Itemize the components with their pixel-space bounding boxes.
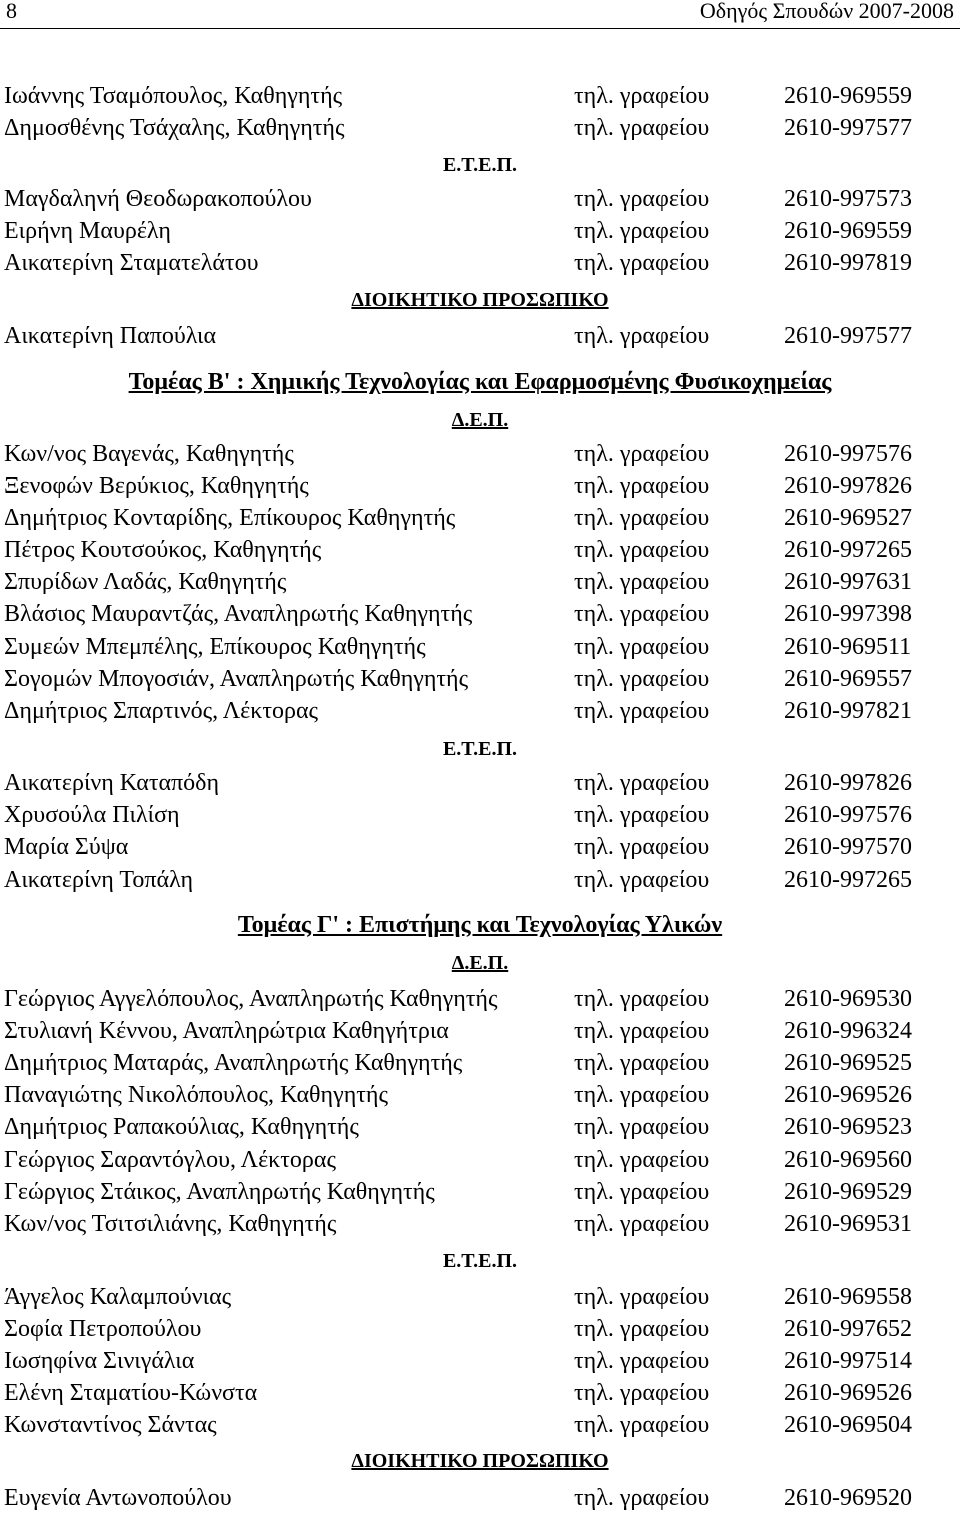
- phone-number: 2610-997577: [784, 115, 912, 141]
- phone-number: 2610-997265: [784, 867, 912, 893]
- phone-number: 2610-969557: [784, 666, 912, 692]
- staff-row: [0, 470, 960, 502]
- staff-row: [0, 799, 960, 831]
- staff-row: [0, 112, 960, 144]
- staff-name: Ξενοφών Βερύκιος, Καθηγητής: [4, 473, 309, 499]
- staff-row: [0, 864, 960, 896]
- phone-number: 2610-969523: [784, 1114, 912, 1140]
- phone-label: τηλ. γραφείου: [574, 186, 710, 212]
- staff-row: [0, 80, 960, 112]
- staff-name: Δημήτριος Σπαρτινός, Λέκτορας: [4, 698, 319, 724]
- phone-number: 2610-997819: [784, 250, 912, 276]
- staff-row: [0, 566, 960, 598]
- subsection-heading: Ε.Τ.Ε.Π.: [442, 154, 518, 176]
- staff-row: [0, 438, 960, 470]
- staff-name: Γεώργιος Σαραντόγλου, Λέκτορας: [4, 1147, 336, 1173]
- staff-name: Μαγδαληνή Θεοδωρακοπούλου: [4, 186, 312, 212]
- staff-name: Δημήτριος Ματαράς, Αναπληρωτής Καθηγητής: [4, 1050, 463, 1076]
- staff-row: [0, 1111, 960, 1143]
- staff-name: Ιωάννης Τσαμόπουλος, Καθηγητής: [4, 83, 343, 109]
- phone-label: τηλ. γραφείου: [574, 802, 710, 828]
- staff-name: Δημοσθένης Τσάχαλης, Καθηγητής: [4, 115, 345, 141]
- phone-number: 2610-997826: [784, 473, 912, 499]
- phone-label: τηλ. γραφείου: [574, 441, 710, 467]
- phone-label: τηλ. γραφείου: [574, 601, 710, 627]
- staff-row: [0, 695, 960, 727]
- staff-name: Μαρία Σύψα: [4, 834, 129, 860]
- subsection-heading: Δ.Ε.Π.: [451, 952, 509, 974]
- phone-label: τηλ. γραφείου: [574, 569, 710, 595]
- staff-row: [0, 1144, 960, 1176]
- staff-name: Γεώργιος Στάικος, Αναπληρωτής Καθηγητής: [4, 1179, 435, 1205]
- staff-row: [0, 983, 960, 1015]
- staff-name: Σοφία Πετροπούλου: [4, 1316, 202, 1342]
- phone-label: τηλ. γραφείου: [574, 323, 710, 349]
- phone-label: τηλ. γραφείου: [574, 473, 710, 499]
- phone-number: 2610-969527: [784, 505, 912, 531]
- subsection-heading: Ε.Τ.Ε.Π.: [442, 738, 518, 760]
- staff-name: Παναγιώτης Νικολόπουλος, Καθηγητής: [4, 1082, 388, 1108]
- section-heading: Τομέας Β' : Χημικής Τεχνολογίας και Εφαρμοσμένης Φυσικοχημείας: [128, 369, 832, 395]
- phone-number: 2610-969531: [784, 1211, 912, 1237]
- staff-row: [0, 1377, 960, 1409]
- phone-number: 2610-997826: [784, 770, 912, 796]
- phone-number: 2610-969525: [784, 1050, 912, 1076]
- staff-name: Κωνσταντίνος Σάντας: [4, 1412, 217, 1438]
- staff-name: Ειρήνη Μαυρέλη: [4, 218, 171, 244]
- staff-row: [0, 1079, 960, 1111]
- phone-number: 2610-997652: [784, 1316, 912, 1342]
- staff-name: Γεώργιος Αγγελόπουλος, Αναπληρωτής Καθηγητής: [4, 986, 498, 1012]
- phone-number: 2610-997821: [784, 698, 912, 724]
- staff-row: [0, 598, 960, 630]
- staff-name: Κων/νος Βαγενάς, Καθηγητής: [4, 441, 294, 467]
- staff-name: Κων/νος Τσιτσιλιάνης, Καθηγητής: [4, 1211, 337, 1237]
- phone-label: τηλ. γραφείου: [574, 986, 710, 1012]
- header-title: Οδηγός Σπουδών 2007-2008: [699, 0, 954, 23]
- phone-number: 2610-997631: [784, 569, 912, 595]
- staff-row: [0, 1281, 960, 1313]
- phone-label: τηλ. γραφείου: [574, 1050, 710, 1076]
- phone-number: 2610-997398: [784, 601, 912, 627]
- subsection-heading: Δ.Ε.Π.: [451, 409, 509, 431]
- phone-label: τηλ. γραφείου: [574, 1380, 710, 1406]
- phone-label: τηλ. γραφείου: [574, 505, 710, 531]
- subsection-heading: Ε.Τ.Ε.Π.: [442, 1250, 518, 1272]
- staff-name: Σογομών Μπογοσιάν, Αναπληρωτής Καθηγητής: [4, 666, 469, 692]
- phone-number: 2610-997514: [784, 1348, 912, 1374]
- phone-number: 2610-997573: [784, 186, 912, 212]
- phone-label: τηλ. γραφείου: [574, 1147, 710, 1173]
- phone-label: τηλ. γραφείου: [574, 1211, 710, 1237]
- phone-label: τηλ. γραφείου: [574, 698, 710, 724]
- staff-row: [0, 831, 960, 863]
- staff-name: Στυλιανή Κέννου, Αναπληρώτρια Καθηγήτρια: [4, 1018, 449, 1044]
- phone-label: τηλ. γραφείου: [574, 1348, 710, 1374]
- phone-number: 2610-969520: [784, 1485, 912, 1511]
- phone-label: τηλ. γραφείου: [574, 834, 710, 860]
- phone-number: 2610-997570: [784, 834, 912, 860]
- staff-name: Δημήτριος Κονταρίδης, Επίκουρος Καθηγητής: [4, 505, 456, 531]
- phone-label: τηλ. γραφείου: [574, 537, 710, 563]
- staff-name: Πέτρος Κουτσούκος, Καθηγητής: [4, 537, 322, 563]
- staff-row: [0, 215, 960, 247]
- phone-number: 2610-997576: [784, 441, 912, 467]
- phone-number: 2610-969558: [784, 1284, 912, 1310]
- phone-number: 2610-969526: [784, 1082, 912, 1108]
- staff-row: [0, 183, 960, 215]
- staff-row: [0, 320, 960, 352]
- phone-label: τηλ. γραφείου: [574, 770, 710, 796]
- phone-number: 2610-996324: [784, 1018, 912, 1044]
- phone-number: 2610-997265: [784, 537, 912, 563]
- phone-label: τηλ. γραφείου: [574, 1179, 710, 1205]
- staff-name: Βλάσιος Μαυραντζάς, Αναπληρωτής Καθηγητής: [4, 601, 473, 627]
- phone-label: τηλ. γραφείου: [574, 83, 710, 109]
- phone-label: τηλ. γραφείου: [574, 1485, 710, 1511]
- staff-name: Σπυρίδων Λαδάς, Καθηγητής: [4, 569, 287, 595]
- staff-name: Αικατερίνη Καταπόδη: [4, 770, 220, 796]
- staff-name: Χρυσούλα Πιλίση: [4, 802, 180, 828]
- staff-name: Άγγελος Καλαμπούνιας: [4, 1284, 232, 1310]
- staff-row: [0, 502, 960, 534]
- phone-label: τηλ. γραφείου: [574, 1114, 710, 1140]
- phone-label: τηλ. γραφείου: [574, 218, 710, 244]
- phone-number: 2610-997576: [784, 802, 912, 828]
- phone-number: 2610-969529: [784, 1179, 912, 1205]
- staff-row: [0, 1313, 960, 1345]
- subsection-heading: ΔΙΟΙΚΗΤΙΚΟ ΠΡΟΣΩΠΙΚΟ: [351, 1450, 609, 1472]
- phone-label: τηλ. γραφείου: [574, 1082, 710, 1108]
- staff-row: [0, 767, 960, 799]
- staff-name: Δημήτριος Ραπακούλιας, Καθηγητής: [4, 1114, 359, 1140]
- staff-name: Αικατερίνη Σταματελάτου: [4, 250, 259, 276]
- staff-row: [0, 1482, 960, 1514]
- staff-name: Ιωσηφίνα Σινιγάλια: [4, 1348, 195, 1374]
- staff-row: [0, 1208, 960, 1240]
- staff-row: [0, 1409, 960, 1441]
- phone-label: τηλ. γραφείου: [574, 1316, 710, 1342]
- phone-number: 2610-969526: [784, 1380, 912, 1406]
- staff-row: [0, 1345, 960, 1377]
- phone-number: 2610-969559: [784, 83, 912, 109]
- staff-name: Ευγενία Αντωνοπούλου: [4, 1485, 232, 1511]
- phone-label: τηλ. γραφείου: [574, 1412, 710, 1438]
- staff-row: [0, 534, 960, 566]
- staff-row: [0, 663, 960, 695]
- staff-row: [0, 1047, 960, 1079]
- staff-row: [0, 631, 960, 663]
- staff-name: Συμεών Μπεμπέλης, Επίκουρος Καθηγητής: [4, 634, 426, 660]
- phone-number: 2610-969560: [784, 1147, 912, 1173]
- page-header: [0, 0, 960, 29]
- phone-label: τηλ. γραφείου: [574, 1284, 710, 1310]
- staff-row: [0, 247, 960, 279]
- staff-row: [0, 1015, 960, 1047]
- phone-label: τηλ. γραφείου: [574, 666, 710, 692]
- phone-number: 2610-969559: [784, 218, 912, 244]
- staff-row: [0, 1176, 960, 1208]
- phone-number: 2610-969504: [784, 1412, 912, 1438]
- phone-label: τηλ. γραφείου: [574, 1018, 710, 1044]
- section-heading: Τομέας Γ' : Επιστήμης και Τεχνολογίας Υλικών: [237, 912, 723, 938]
- page-number: 8: [6, 0, 17, 23]
- phone-number: 2610-969530: [784, 986, 912, 1012]
- subsection-heading: ΔΙΟΙΚΗΤΙΚΟ ΠΡΟΣΩΠΙΚΟ: [351, 289, 609, 311]
- phone-label: τηλ. γραφείου: [574, 250, 710, 276]
- staff-name: Ελένη Σταματίου-Κώνστα: [4, 1380, 258, 1406]
- phone-number: 2610-997577: [784, 323, 912, 349]
- phone-number: 2610-969511: [784, 634, 912, 660]
- phone-label: τηλ. γραφείου: [574, 634, 710, 660]
- staff-name: Αικατερίνη Παπούλια: [4, 323, 217, 349]
- phone-label: τηλ. γραφείου: [574, 115, 710, 141]
- staff-name: Αικατερίνη Τοπάλη: [4, 867, 194, 893]
- phone-label: τηλ. γραφείου: [574, 867, 710, 893]
